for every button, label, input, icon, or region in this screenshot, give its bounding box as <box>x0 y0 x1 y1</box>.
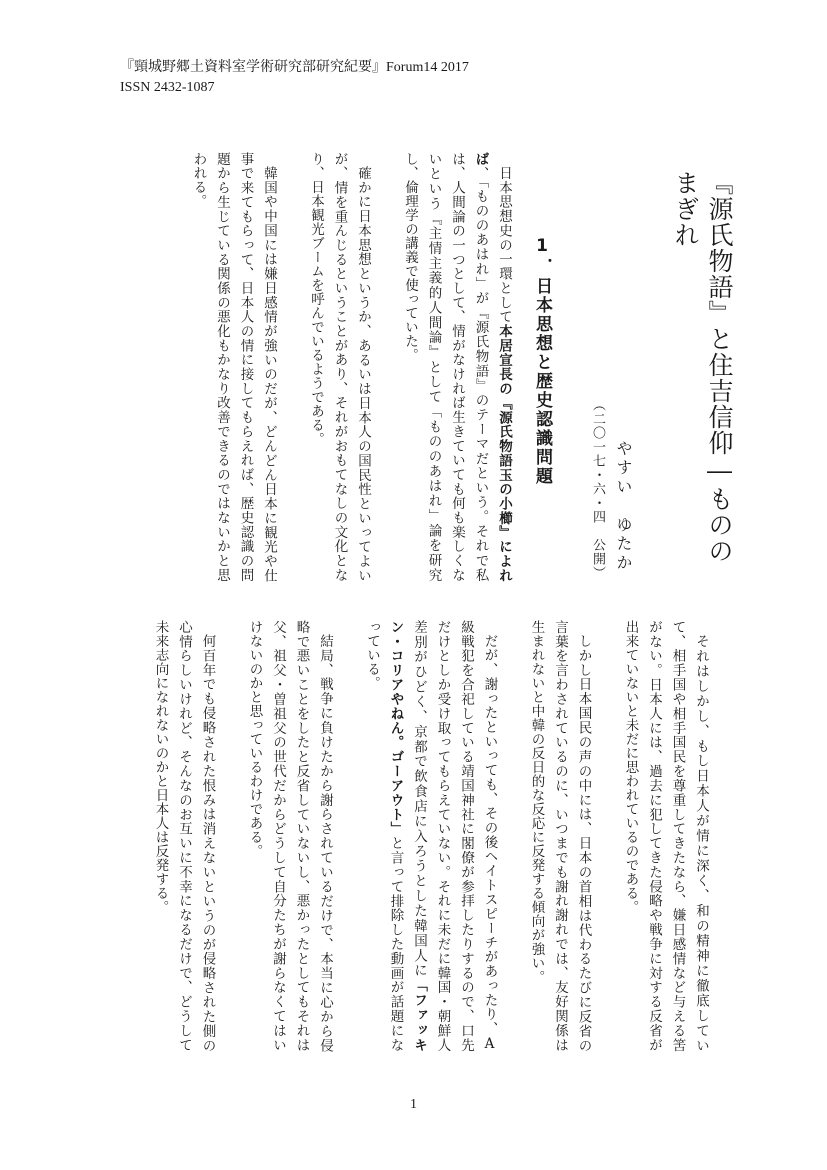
author-name: やすい ゆたか <box>614 440 633 573</box>
paragraph-1 <box>398 152 516 582</box>
paragraph-5: しかし日本国民の声の中には、日本の首相は代わるたびに反省の言葉を言わされているのに、いつまでも謝れ謝れでは、友好関係は生まれないと中韓の反日的な反応に反発する傾向が強い。 <box>528 620 592 1052</box>
paragraph-4: それはしかし、もし日本人が情に深く、和の精神に徹底していて、相手国や相手国民を尊重してきたなら、嫌日感情など与える筈がない。日本人には、過去に犯してきた侵略や戦争に対する反省が出来ていないと未だに思われているのである。 <box>622 620 709 1052</box>
paragraph-2: 確かに日本思想というか、あるいは日本人の国民性といってよいが、情を重んじるということがあり、それがおもてなしの文化となり、日本観光ブームを呼んでいるようである。 <box>308 152 371 582</box>
p1-text-cont: 、「もののあはれ」が『源氏物語』のテーマだという。それで私は、人間論の一つとして、情がなければ生きていても何も楽しくないという『主情主義的人間論』として「もののあはれ」論を研究し、倫理学の講義で使っていた。 <box>402 152 489 583</box>
p1-emphasis: 本居宣長の『源氏物語玉の小櫛』によれば <box>472 152 512 582</box>
paragraph-7: 結局、戦争に負けたから謝らされているだけで、本当に心から侵略で悪いことをしたと反省していないし、悪かったとしてもそれは父、祖父・曽祖父の世代だからどうして自分たちが謝らなくてはいけないのかと思っているわけである。 <box>246 620 333 1052</box>
journal-title: 『頸城野郷土資料室学術研究部研究紀要』Forum14 2017 <box>120 60 469 75</box>
body-bottom-block <box>136 620 712 1052</box>
section-heading: 1．日本思想と歴史認識問題 <box>532 236 552 486</box>
p1-text: 日本思想史の一環として <box>496 165 512 324</box>
issn: ISSN 2432-1087 <box>120 80 215 95</box>
paragraph-8: 何百年でも侵略された恨みは消えないというのが侵略された側の心情らしいけれど、そんなのお互いに不幸になるだけで、どうして未来志向になれないのかと日本人は反発する。 <box>152 620 216 1052</box>
p6-text-cont: と言って排除した動画が話題になっている。 <box>364 620 404 1053</box>
p6-emphasis: 「ファッキン・コリアやねん。ゴーアウト」 <box>387 620 427 1053</box>
publication-date: （二〇一七・六・四 公開） <box>590 398 605 580</box>
page-header <box>120 58 469 98</box>
article-title: 『源氏物語』と住吉信仰―もののまぎれ <box>671 170 734 564</box>
body-top-block <box>165 152 515 582</box>
page-number: 1 <box>410 1097 417 1112</box>
paragraph-3: 韓国や中国には嫌日感情が強いのだが、どんどん日本に観光や仕事で来てもらって、日本人の情に接してもらえれば、歴史認識の問題から生じている関係の悪化もかなり改善できるのではないかと思われる。 <box>190 152 277 582</box>
paragraph-6 <box>360 620 501 1052</box>
p6-text: だが、謝ったといっても、その後ヘイトスピーチがあったり、A級戦犯を合祀している靖国神社に閣僚が参拝したりするので、口先だけとしか受け取ってもらえていない。それに未だに韓国・朝鮮人差別がひどく、京都で飲食店に入ろうとした韓国人に <box>411 620 498 1052</box>
